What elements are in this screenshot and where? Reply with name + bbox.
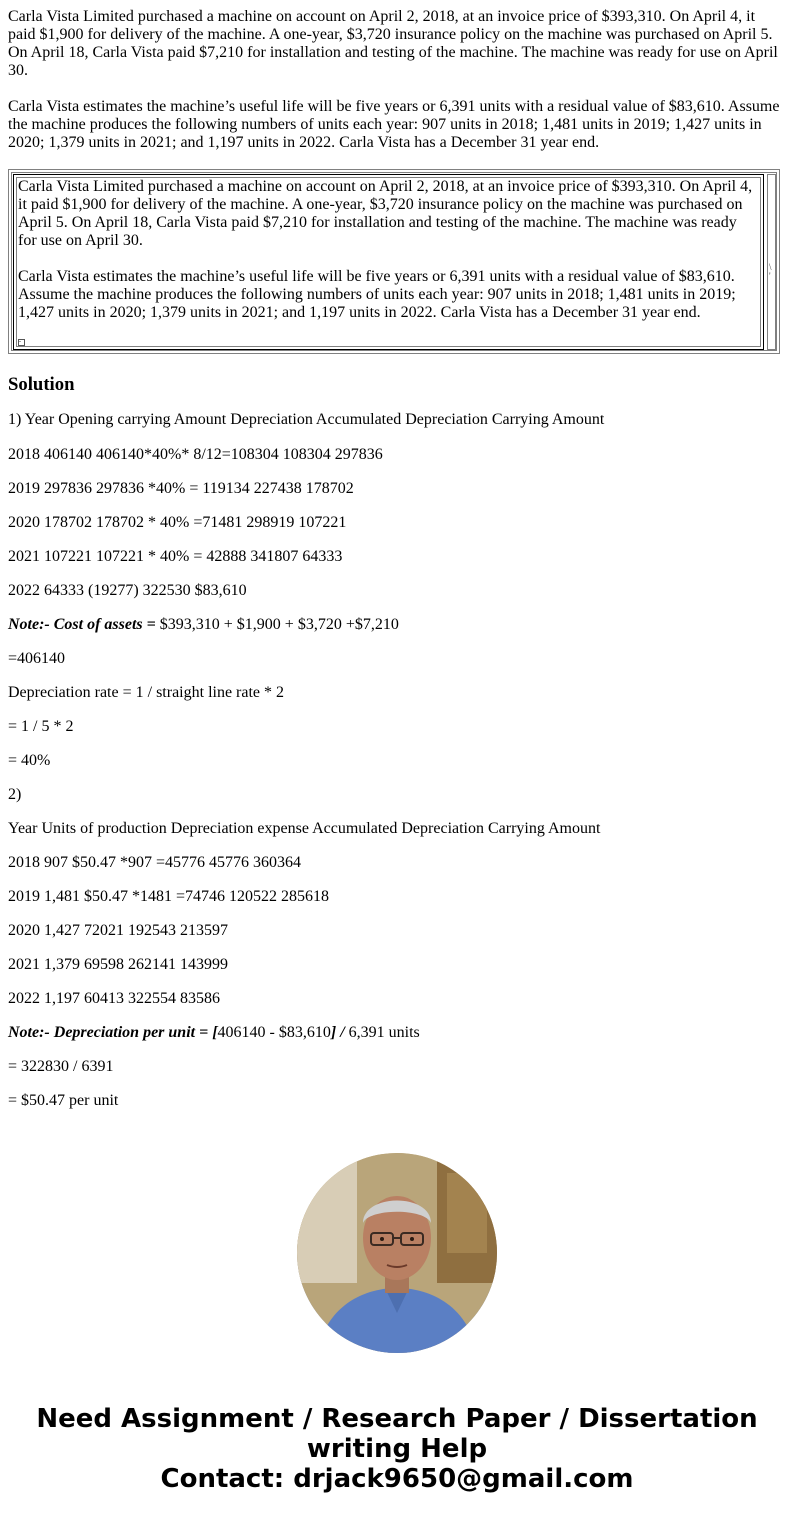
note2-label-a: Note:- Depreciation per unit = [ — [8, 1024, 218, 1041]
side-cell — [767, 174, 776, 350]
note-cost-of-assets — [8, 600, 786, 634]
note1-line: = 1 / 5 * 2 — [8, 718, 74, 735]
note1-line: Depreciation rate = 1 / straight line rate * 2 — [8, 684, 285, 701]
note2-mid: 406140 - $83,610 — [217, 1024, 331, 1041]
problem-paragraph-2: Carla Vista estimates the machine’s useful life will be five years or 6,391 units with a residual value of $83,610. Assume the machine produces the following numbers of units each year: 907 units in 2018; 1,481 units in 2019; 1,427 units in 2020; 1,379 units in 2021; and 1,197 units in 2022. Carla Vista has a December 31 year end. — [8, 98, 780, 151]
part1-row-2022: 2022 64333 (19277) 322530 $83,610 — [8, 582, 247, 599]
note1-value: $393,310 + $1,900 + $3,720 +$7,210 — [155, 616, 399, 633]
embedded-question-frame — [8, 169, 780, 354]
part1-row-2021: 2021 107221 107221 * 40% = 42888 341807 64333 — [8, 548, 343, 565]
boxed-paragraph-1: Carla Vista Limited purchased a machine on account on April 2, 2018, at an invoice price of $393,310. On April 4, it paid $1,900 for delivery of the machine. A one-year, $3,720 insurance policy on the machine was purchased on April 5. On April 18, Carla Vista paid $7,210 for installation and testing of the machine. The machine was ready for use on April 30. — [18, 178, 753, 249]
problem-paragraph-1: Carla Vista Limited purchased a machine on account on April 2, 2018, at an invoice price of $393,310. On April 4, it paid $1,900 for delivery of the machine. A one-year, $3,720 insurance policy on the machine was purchased on April 5. On April 18, Carla Vista paid $7,210 for installation and testing of the machine. The machine was ready for use on April 30. — [8, 8, 778, 79]
footer-promo — [0, 1404, 794, 1494]
part2-label: 2) — [8, 786, 22, 803]
note1-line: = 40% — [8, 752, 51, 769]
part1-row-2019: 2019 297836 297836 *40% = 119134 227438 178702 — [8, 480, 354, 497]
author-avatar — [297, 1153, 497, 1353]
question-cell — [13, 174, 764, 350]
note1-line: =406140 — [8, 650, 66, 667]
broken-image-icon: - — [18, 339, 25, 346]
question-cell-text — [18, 178, 758, 322]
page-content — [8, 8, 786, 1110]
part1-header: 1) Year Opening carrying Amount Depreciation Accumulated Depreciation Carrying Amount — [8, 411, 605, 428]
part1-row-2018: 2018 406140 406140*40%* 8/12=108304 108304 297836 — [8, 446, 383, 463]
avatar-portrait-icon — [297, 1153, 497, 1353]
footer-line-1: Need Assignment / Research Paper / Dissertation — [36, 1404, 758, 1434]
problem-statement — [8, 8, 786, 152]
part2-row-2022: 2022 1,197 60413 322554 83586 — [8, 990, 220, 1007]
solution-heading: Solution — [8, 374, 75, 395]
part1-row-2020: 2020 178702 178702 * 40% =71481 298919 107221 — [8, 514, 347, 531]
note2-line: = 322830 / 6391 — [8, 1058, 114, 1075]
part2-row-2019: 2019 1,481 $50.47 *1481 =74746 120522 285618 — [8, 888, 330, 905]
note-depreciation-per-unit — [8, 1008, 786, 1042]
note1-label: Note:- Cost of assets = — [8, 616, 156, 633]
part2-header: Year Units of production Depreciation expense Accumulated Depreciation Carrying Amount — [8, 820, 601, 837]
footer-line-2: writing Help — [306, 1434, 488, 1464]
part2-row-2018: 2018 907 $50.47 *907 =45776 45776 360364 — [8, 854, 302, 871]
part2-row-2021: 2021 1,379 69598 262141 143999 — [8, 956, 228, 973]
note2-label-b: ] / — [330, 1024, 349, 1041]
footer-contact: Contact: drjack9650@gmail.com — [160, 1464, 634, 1494]
side-cell-mark: \ ' — [769, 262, 772, 281]
part2-row-2020: 2020 1,427 72021 192543 213597 — [8, 922, 228, 939]
boxed-paragraph-2: Carla Vista estimates the machine’s useful life will be five years or 6,391 units with a residual value of $83,610. Assume the machine produces the following numbers of units each year: 907 units in 2018; 1,481 units in 2019; 1,427 units in 2020; 1,379 units in 2021; and 1,197 units in 2022. Carla Vista has a December 31 year end. — [18, 268, 736, 321]
note2-tail: 6,391 units — [348, 1024, 420, 1041]
solution-body — [8, 396, 786, 1110]
note2-line: = $50.47 per unit — [8, 1092, 119, 1109]
